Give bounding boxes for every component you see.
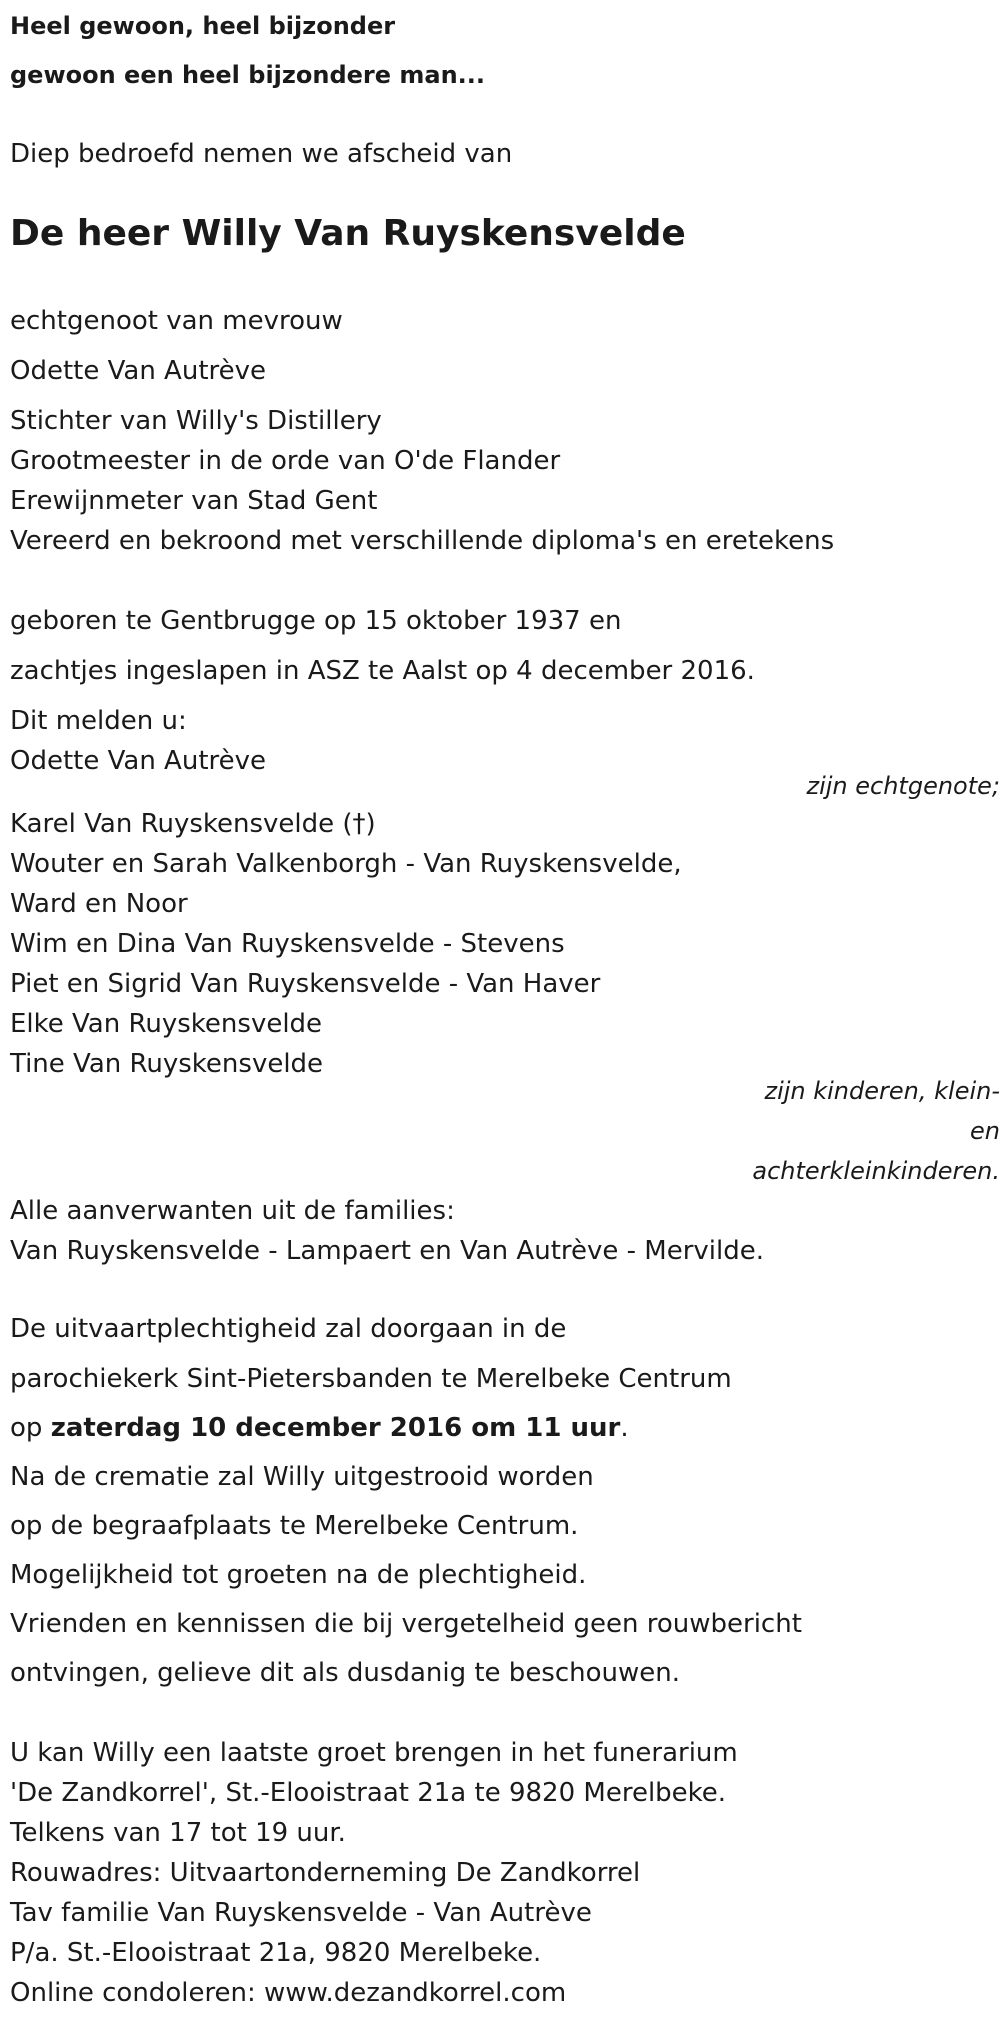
- child-line: Piet en Sigrid Van Ruyskensvelde - Van Haver: [10, 969, 601, 999]
- title-line: Grootmeester in de orde van O'de Flander: [10, 446, 561, 476]
- ceremony-line: Na de crematie zal Willy uitgestrooid worden: [10, 1462, 594, 1492]
- ceremony-date-line: [10, 1412, 629, 1444]
- ceremony-line: op de begraafplaats te Merelbeke Centrum.: [10, 1511, 579, 1541]
- ceremony-line: Vrienden en kennissen die bij vergetelheid geen rouwbericht: [10, 1609, 802, 1639]
- visit-line: 'De Zandkorrel', St.-Elooistraat 21a te 9820 Merelbeke.: [10, 1778, 727, 1808]
- visit-line: U kan Willy een laatste groet brengen in het funerarium: [10, 1738, 738, 1768]
- announcers-intro: Dit melden u:: [10, 706, 187, 736]
- deceased-name: De heer Willy Van Ruyskensvelde: [10, 213, 686, 254]
- child-line: Wim en Dina Van Ruyskensvelde - Stevens: [10, 929, 565, 959]
- ceremony-line: De uitvaartplechtigheid zal doorgaan in de: [10, 1314, 567, 1344]
- title-line: Vereerd en bekroond met verschillende diploma's en eretekens: [10, 526, 835, 556]
- title-line: Stichter van Willy's Distillery: [10, 406, 382, 436]
- spouse-role: zijn echtgenote;: [806, 772, 1000, 800]
- death-line: zachtjes ingeslapen in ASZ te Aalst op 4 december 2016.: [10, 656, 755, 686]
- visit-line: P/a. St.-Elooistraat 21a, 9820 Merelbeke.: [10, 1938, 542, 1968]
- intro-line-1: Heel gewoon, heel bijzonder: [10, 12, 396, 40]
- ceremony-line: ontvingen, gelieve dit als dusdanig te beschouwen.: [10, 1658, 681, 1688]
- ceremony-line: parochiekerk Sint-Pietersbanden te Merelbeke Centrum: [10, 1364, 732, 1394]
- date-suffix: .: [620, 1413, 629, 1443]
- ceremony-date: zaterdag 10 december 2016 om 11 uur: [50, 1413, 621, 1443]
- visit-line: Telkens van 17 tot 19 uur.: [10, 1818, 346, 1848]
- birth-line: geboren te Gentbrugge op 15 oktober 1937 en: [10, 606, 622, 636]
- visit-line: Tav familie Van Ruyskensvelde - Van Autrève: [10, 1898, 592, 1928]
- spouse-intro: echtgenoot van mevrouw: [10, 306, 343, 336]
- children-role: en: [970, 1117, 1000, 1145]
- families: Van Ruyskensvelde - Lampaert en Van Autrève - Mervilde.: [10, 1236, 765, 1266]
- families-intro: Alle aanverwanten uit de families:: [10, 1196, 455, 1226]
- child-line: Wouter en Sarah Valkenborgh - Van Ruyskensvelde,: [10, 849, 682, 879]
- spouse-name: Odette Van Autrève: [10, 356, 267, 386]
- child-line: Ward en Noor: [10, 889, 188, 919]
- visit-line: Online condoleren: www.dezandkorrel.com: [10, 1978, 567, 2008]
- child-line: Elke Van Ruyskensvelde: [10, 1009, 323, 1039]
- ceremony-line: Mogelijkheid tot groeten na de plechtigheid.: [10, 1560, 587, 1590]
- children-role: achterkleinkinderen.: [752, 1157, 1000, 1185]
- children-role: zijn kinderen, klein-: [764, 1077, 1000, 1105]
- announcement: Diep bedroefd nemen we afscheid van: [10, 139, 513, 169]
- date-prefix: op: [10, 1413, 51, 1443]
- intro-line-2: gewoon een heel bijzondere man...: [10, 61, 486, 89]
- announcer-spouse: Odette Van Autrève: [10, 746, 267, 776]
- child-line: Karel Van Ruyskensvelde (†): [10, 809, 376, 839]
- title-line: Erewijnmeter van Stad Gent: [10, 486, 378, 516]
- child-line: Tine Van Ruyskensvelde: [10, 1049, 324, 1079]
- visit-line: Rouwadres: Uitvaartonderneming De Zandkorrel: [10, 1858, 641, 1888]
